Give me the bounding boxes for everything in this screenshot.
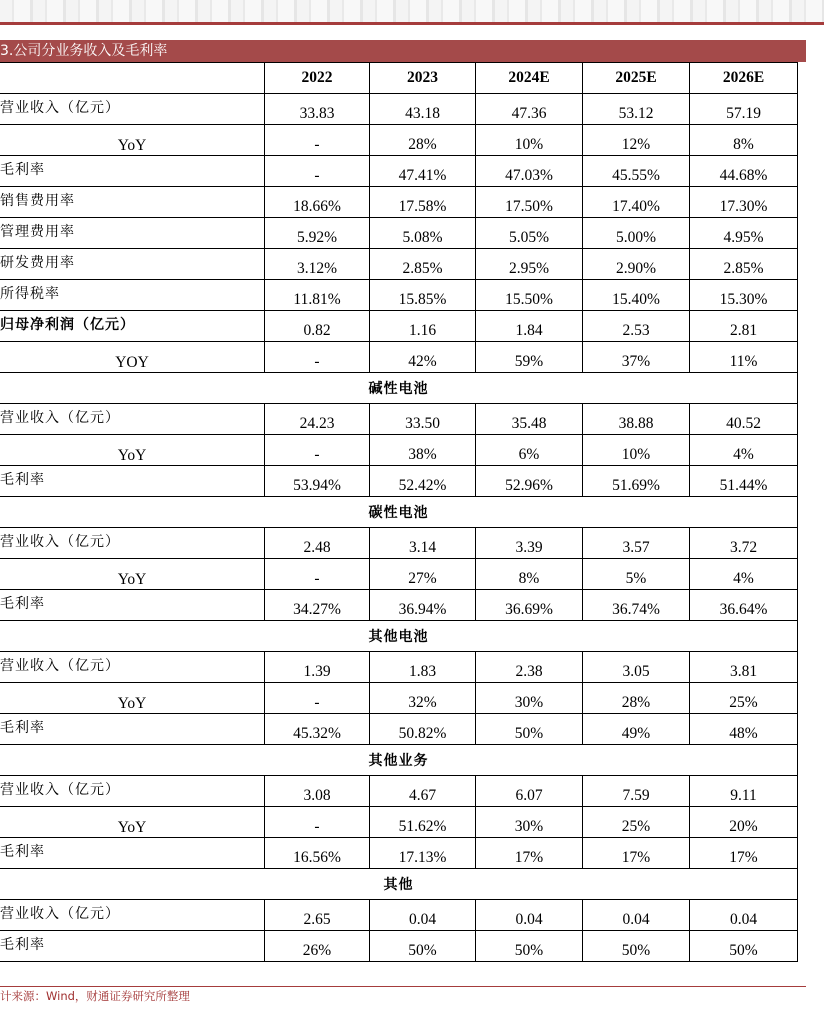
table-row — [0, 807, 798, 838]
value-cell: 53.12 — [583, 94, 690, 125]
value-cell: - — [265, 559, 370, 590]
value-cell: 26% — [265, 931, 370, 962]
value-cell: 5.00% — [583, 218, 690, 249]
table-row — [0, 435, 798, 466]
table-caption: 3.公司分业务收入及毛利率 — [0, 40, 806, 62]
value-cell: 0.04 — [476, 900, 583, 931]
value-cell: 51.62% — [370, 807, 476, 838]
section-title: 碳性电池 — [0, 497, 798, 528]
value-cell: 4.67 — [370, 776, 476, 807]
value-cell: 33.50 — [370, 404, 476, 435]
value-cell: 38.88 — [583, 404, 690, 435]
value-cell: 25% — [583, 807, 690, 838]
value-cell: 53.94% — [265, 466, 370, 497]
value-cell: 36.64% — [690, 590, 798, 621]
value-cell: 47.03% — [476, 156, 583, 187]
value-cell: 3.14 — [370, 528, 476, 559]
value-cell: - — [265, 435, 370, 466]
value-cell: 8% — [690, 125, 798, 156]
section-title: 其他电池 — [0, 621, 798, 652]
section-header-row — [0, 745, 798, 776]
value-cell: - — [265, 807, 370, 838]
value-cell: 8% — [476, 559, 583, 590]
table-row — [0, 342, 798, 373]
row-label: 销售费用率 — [0, 187, 265, 218]
value-cell: 2.38 — [476, 652, 583, 683]
row-label: 归母净利润（亿元） — [0, 311, 265, 342]
value-cell: - — [265, 156, 370, 187]
value-cell: 50% — [370, 931, 476, 962]
row-label: YoY — [0, 435, 265, 466]
table-row — [0, 187, 798, 218]
value-cell: 2.85% — [370, 249, 476, 280]
table-row — [0, 714, 798, 745]
row-label: 毛利率 — [0, 590, 265, 621]
row-label: 营业收入（亿元） — [0, 404, 265, 435]
value-cell: 49% — [583, 714, 690, 745]
value-cell: 5.05% — [476, 218, 583, 249]
table-row — [0, 404, 798, 435]
row-label: 管理费用率 — [0, 218, 265, 249]
header-decoration-band — [0, 0, 824, 22]
table-row — [0, 466, 798, 497]
table-row — [0, 218, 798, 249]
value-cell: 5.08% — [370, 218, 476, 249]
table-row — [0, 249, 798, 280]
value-cell: 15.50% — [476, 280, 583, 311]
value-cell: 2.65 — [265, 900, 370, 931]
value-cell: 4% — [690, 559, 798, 590]
row-label: YoY — [0, 807, 265, 838]
value-cell: 3.72 — [690, 528, 798, 559]
value-cell: 57.19 — [690, 94, 798, 125]
value-cell: 11% — [690, 342, 798, 373]
value-cell: 45.32% — [265, 714, 370, 745]
value-cell: 0.04 — [690, 900, 798, 931]
value-cell: 18.66% — [265, 187, 370, 218]
value-cell: 2.90% — [583, 249, 690, 280]
value-cell: 2.48 — [265, 528, 370, 559]
value-cell: 16.56% — [265, 838, 370, 869]
value-cell: 28% — [370, 125, 476, 156]
value-cell: 40.52 — [690, 404, 798, 435]
value-cell: 3.81 — [690, 652, 798, 683]
row-label: 研发费用率 — [0, 249, 265, 280]
value-cell: 7.59 — [583, 776, 690, 807]
value-cell: 50.82% — [370, 714, 476, 745]
table-body — [0, 63, 798, 962]
row-label: 毛利率 — [0, 466, 265, 497]
value-cell: 42% — [370, 342, 476, 373]
row-label: 毛利率 — [0, 714, 265, 745]
year-header: 2026E — [690, 63, 798, 94]
section-title: 其他 — [0, 869, 798, 900]
table-row — [0, 652, 798, 683]
value-cell: 17.30% — [690, 187, 798, 218]
value-cell: 51.69% — [583, 466, 690, 497]
value-cell: 37% — [583, 342, 690, 373]
value-cell: 44.68% — [690, 156, 798, 187]
value-cell: 0.04 — [370, 900, 476, 931]
value-cell: 17% — [690, 838, 798, 869]
value-cell: 2.53 — [583, 311, 690, 342]
row-label: 营业收入（亿元） — [0, 94, 265, 125]
value-cell: 0.82 — [265, 311, 370, 342]
value-cell: 3.08 — [265, 776, 370, 807]
section-header-row — [0, 373, 798, 404]
row-label: YOY — [0, 342, 265, 373]
header-row — [0, 63, 798, 94]
row-label: 所得税率 — [0, 280, 265, 311]
value-cell: 3.12% — [265, 249, 370, 280]
value-cell: 10% — [583, 435, 690, 466]
value-cell: 2.85% — [690, 249, 798, 280]
value-cell: 3.05 — [583, 652, 690, 683]
year-header: 2023 — [370, 63, 476, 94]
value-cell: 36.94% — [370, 590, 476, 621]
value-cell: 51.44% — [690, 466, 798, 497]
value-cell: 24.23 — [265, 404, 370, 435]
value-cell: 4% — [690, 435, 798, 466]
financial-forecast-table — [0, 62, 798, 962]
section-title: 碱性电池 — [0, 373, 798, 404]
value-cell: 15.40% — [583, 280, 690, 311]
table-row — [0, 94, 798, 125]
row-label: YoY — [0, 125, 265, 156]
value-cell: 48% — [690, 714, 798, 745]
value-cell: 20% — [690, 807, 798, 838]
table-row — [0, 838, 798, 869]
value-cell: 1.84 — [476, 311, 583, 342]
header-label-cell — [0, 63, 265, 94]
table-row — [0, 156, 798, 187]
row-label: 毛利率 — [0, 156, 265, 187]
value-cell: 30% — [476, 683, 583, 714]
row-label: 毛利率 — [0, 931, 265, 962]
value-cell: 3.39 — [476, 528, 583, 559]
value-cell: - — [265, 342, 370, 373]
year-header: 2025E — [583, 63, 690, 94]
value-cell: 36.69% — [476, 590, 583, 621]
table-row — [0, 528, 798, 559]
year-header: 2024E — [476, 63, 583, 94]
row-label: 营业收入（亿元） — [0, 528, 265, 559]
table-row — [0, 280, 798, 311]
value-cell: 17% — [583, 838, 690, 869]
value-cell: 17% — [476, 838, 583, 869]
footer-rule — [0, 986, 806, 987]
table-row — [0, 683, 798, 714]
value-cell: - — [265, 683, 370, 714]
value-cell: 38% — [370, 435, 476, 466]
value-cell: 50% — [690, 931, 798, 962]
value-cell: 30% — [476, 807, 583, 838]
table-row — [0, 931, 798, 962]
row-label: 营业收入（亿元） — [0, 652, 265, 683]
value-cell: 47.36 — [476, 94, 583, 125]
header-rule — [0, 22, 824, 25]
table-row — [0, 125, 798, 156]
source-note: 计来源：Wind，财通证券研究所整理 — [0, 989, 190, 1003]
value-cell: 1.16 — [370, 311, 476, 342]
value-cell: 4.95% — [690, 218, 798, 249]
value-cell: - — [265, 125, 370, 156]
section-header-row — [0, 869, 798, 900]
value-cell: 50% — [476, 931, 583, 962]
value-cell: 47.41% — [370, 156, 476, 187]
value-cell: 6.07 — [476, 776, 583, 807]
value-cell: 33.83 — [265, 94, 370, 125]
value-cell: 15.30% — [690, 280, 798, 311]
row-label: 毛利率 — [0, 838, 265, 869]
table-row — [0, 559, 798, 590]
value-cell: 28% — [583, 683, 690, 714]
table-row — [0, 900, 798, 931]
value-cell: 45.55% — [583, 156, 690, 187]
value-cell: 5% — [583, 559, 690, 590]
table-row — [0, 776, 798, 807]
value-cell: 35.48 — [476, 404, 583, 435]
section-header-row — [0, 621, 798, 652]
table-row — [0, 590, 798, 621]
row-label: YoY — [0, 683, 265, 714]
value-cell: 17.13% — [370, 838, 476, 869]
value-cell: 2.81 — [690, 311, 798, 342]
value-cell: 0.04 — [583, 900, 690, 931]
row-label: 营业收入（亿元） — [0, 776, 265, 807]
value-cell: 17.40% — [583, 187, 690, 218]
value-cell: 32% — [370, 683, 476, 714]
value-cell: 25% — [690, 683, 798, 714]
value-cell: 6% — [476, 435, 583, 466]
year-header: 2022 — [265, 63, 370, 94]
value-cell: 34.27% — [265, 590, 370, 621]
value-cell: 3.57 — [583, 528, 690, 559]
value-cell: 10% — [476, 125, 583, 156]
value-cell: 1.39 — [265, 652, 370, 683]
row-label: YoY — [0, 559, 265, 590]
value-cell: 12% — [583, 125, 690, 156]
value-cell: 9.11 — [690, 776, 798, 807]
section-title: 其他业务 — [0, 745, 798, 776]
value-cell: 27% — [370, 559, 476, 590]
value-cell: 50% — [583, 931, 690, 962]
value-cell: 59% — [476, 342, 583, 373]
table-row — [0, 311, 798, 342]
value-cell: 36.74% — [583, 590, 690, 621]
value-cell: 43.18 — [370, 94, 476, 125]
value-cell: 52.42% — [370, 466, 476, 497]
value-cell: 5.92% — [265, 218, 370, 249]
value-cell: 17.58% — [370, 187, 476, 218]
value-cell: 2.95% — [476, 249, 583, 280]
row-label: 营业收入（亿元） — [0, 900, 265, 931]
value-cell: 17.50% — [476, 187, 583, 218]
section-header-row — [0, 497, 798, 528]
value-cell: 11.81% — [265, 280, 370, 311]
value-cell: 15.85% — [370, 280, 476, 311]
value-cell: 1.83 — [370, 652, 476, 683]
value-cell: 50% — [476, 714, 583, 745]
value-cell: 52.96% — [476, 466, 583, 497]
